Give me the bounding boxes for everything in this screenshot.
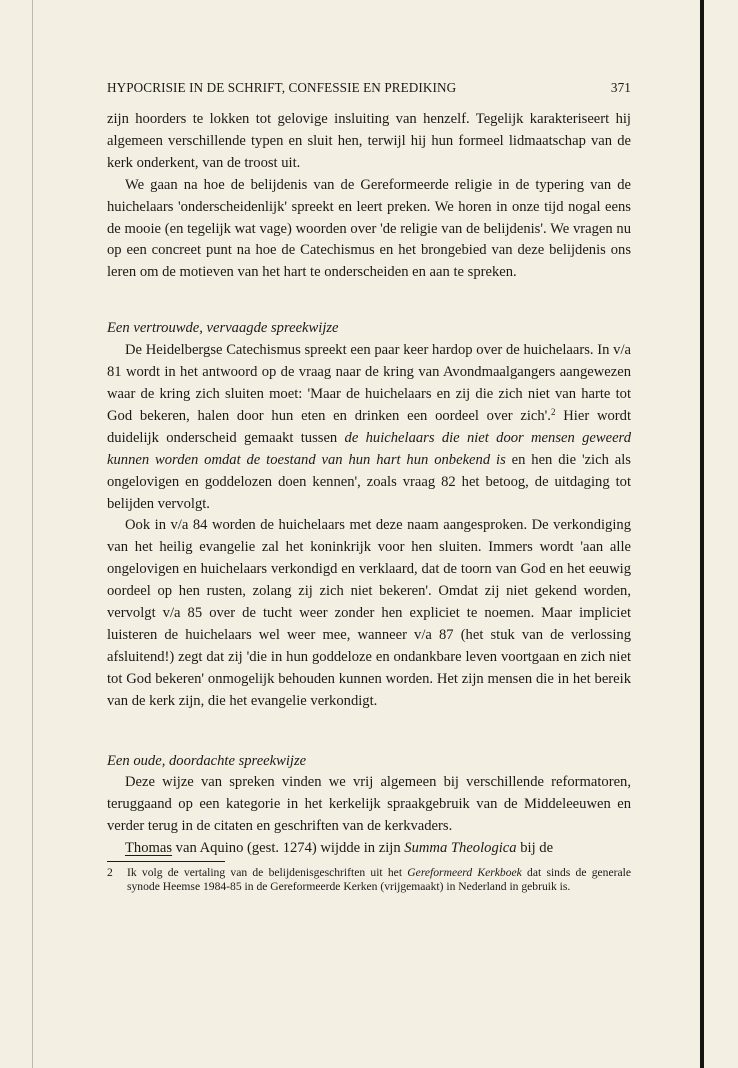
page-gutter-line	[32, 0, 33, 1068]
emphasized-text: de huichelaars die niet door mensen geweerd kunnen worden omdat de toestand van hun hart hun onbekend is	[107, 429, 631, 468]
section-heading: Een vertrouwde, vervaagde spreekwijze	[107, 320, 339, 337]
emphasized-text: Gereformeerd Kerkboek	[407, 866, 522, 880]
paragraph-text: bij de	[516, 840, 554, 857]
paragraph: Deze wijze van spreken vinden we vrij algemeen bij verschillende reformatoren, teruggaand op een kategorie in het kerkelijk spraakgebruik van de Middeleeuwen en verder terug in de citaten en geschriften van de kerkvaders.	[107, 774, 631, 835]
footnote-text	[127, 866, 631, 893]
footnote	[107, 866, 631, 893]
footnote-rule	[107, 861, 225, 862]
page-number: 371	[610, 80, 631, 95]
paragraph-text: en hen die 'zich als ongelovigen en goddelozen doen kennen', zoals vraag 82 het betoog, de uitdaging tot belijden vervolgt.	[107, 451, 631, 512]
emphasized-text: Summa Theologica	[404, 840, 517, 857]
footnote-text-part: Ik volg de vertaling van de belijdenisgeschriften uit het	[127, 866, 408, 880]
paragraph-text: van Aquino (gest. 1274) wijdde in zijn	[172, 840, 405, 857]
paragraph-text: Hier wordt duidelijk onderscheid gemaakt tussen	[107, 407, 632, 446]
page-edge-bar	[700, 0, 704, 1068]
paragraph-text: Thomas	[125, 840, 173, 857]
paragraph	[107, 340, 631, 515]
paragraph: Ook in v/a 84 worden de huichelaars met deze naam aangesproken. De verkondiging van het heilig evangelie zal het koninkrijk voor hen sluiten. Immers wordt 'aan alle ongelovigen en huichelaars verkondigd en verklaard, dat de toorn van God en het eeuwig oordeel op hen rusten, zolang zij zich niet bekeren'. Omdat zij niet gekend worden, vervolgt v/a 85 over de tucht weer zonder hen expliciet te noemen. Maar impliciet luisteren de huichelaars wel weer mee, wanneer v/a 87 (het stuk van de verlossing afsluitend!) zegt dat zij 'die in hun goddeloze en ondankbare leven voortgaan en zich niet tot God bekeren' onmogelijk behouden kunnen worden. Het zijn mensen die in het bereik van de kerk zijn, die het evangelie verkondigt.	[107, 517, 631, 709]
running-head-title: HYPOCRISIE IN DE SCHRIFT, CONFESSIE EN PREDIKING	[107, 80, 457, 95]
text-block	[107, 80, 631, 893]
paragraph-text: De Heidelbergse Catechismus spreekt een paar keer hardop over de huichelaars. In v/a 81 wordt in het antwoord op de vraag naar de kring van Avondmaalgangers aangewezen waar de kring zich sluiten moet: 'Maar de huichelaars en zij die zich niet van harte tot God bekeren, halen door hun eten en drinken een oordeel over zich'.	[107, 342, 631, 424]
paragraph: We gaan na hoe de belijdenis van de Gereformeerde religie in de typering van de huichelaars 'onderscheidenlijk' spreekt en leert preken. We horen in onze tijd nogal eens de mooie (en tegelijk wat vage) woorden over 'de religie van de belijdenis'. We vragen nu op een concreet punt na hoe de Catechismus en het brongebied van deze belijdenis ons leren om de motieven van het hart te onderscheiden en aan te spreken.	[107, 176, 631, 281]
footnote-text-part: dat sinds de generale synode Heemse 1984-85 in de Gereformeerde Kerken (vrijgemaakt) in Nederland in gebruik is.	[127, 866, 631, 893]
running-head	[107, 80, 631, 98]
footnote-reference: 2	[550, 406, 556, 417]
footnote-number: 2	[107, 866, 113, 880]
paragraph: zijn hoorders te lokken tot gelovige insluiting van henzelf. Tegelijk karakteriseert hij algemeen verschillende typen en sluit hen, terwijl hij hun formeel lidmaatschap van de kerk onderkent, van de troost uit.	[107, 111, 631, 171]
section-heading: Een oude, doordachte spreekwijze	[107, 752, 307, 769]
paragraph	[107, 838, 631, 860]
